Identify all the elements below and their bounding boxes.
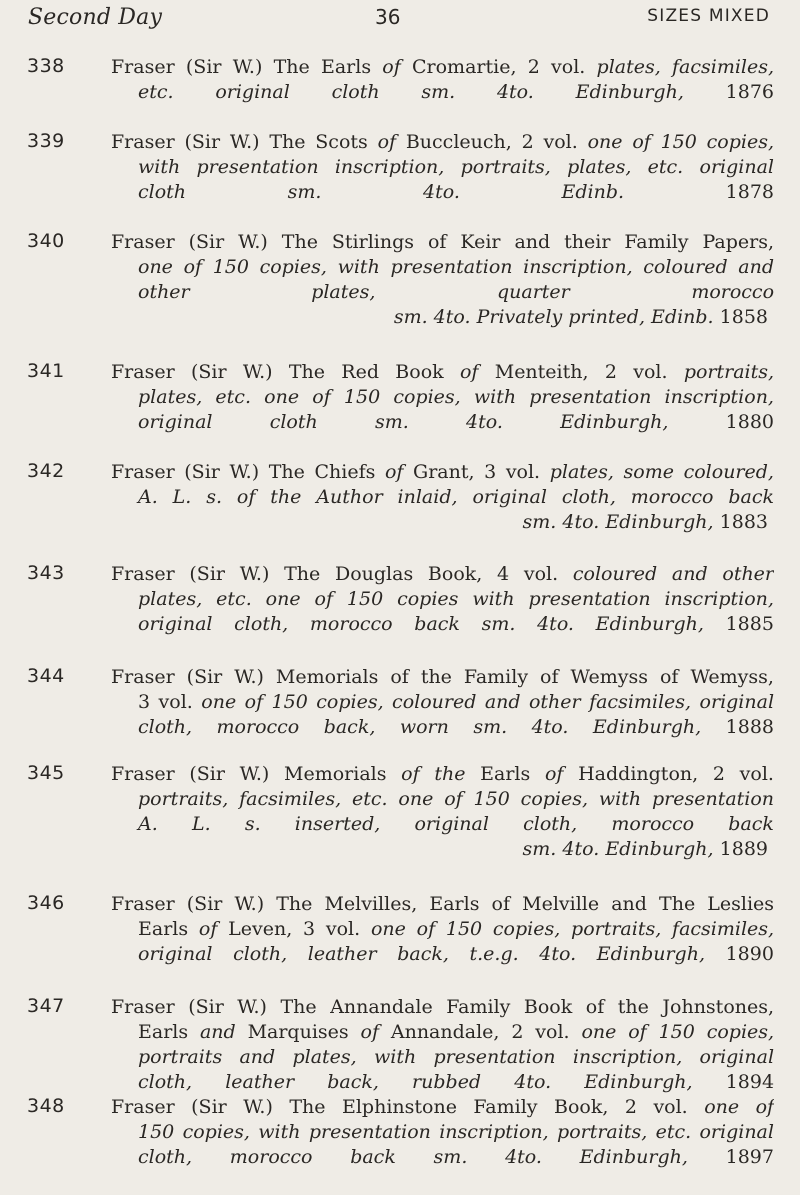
lot-description-line: Fraser (Sir W.) The Earls of Cromartie, 2 vol. plates, facsimiles,: [111, 56, 774, 78]
lot-description-line: portraits and plates, with presentation inscription, original: [138, 1046, 774, 1068]
lot-number: 338: [27, 55, 65, 77]
lot-description-line: cloth, leather back, rubbed 4to. Edinburgh, 1894: [138, 1071, 774, 1093]
lot-description-line: original cloth, morocco back sm. 4to. Edinburgh, 1885: [138, 613, 774, 635]
lot-description-line: 3 vol. one of 150 copies, coloured and other facsimiles, original: [138, 691, 774, 713]
lot-description: [111, 130, 774, 205]
lot-description-line: Fraser (Sir W.) The Stirlings of Keir and their Family Papers,: [111, 231, 774, 253]
lot-description: [111, 762, 774, 862]
page-header: [0, 0, 800, 40]
lot-description-line: sm. 4to. Edinburgh, 1889: [522, 838, 768, 860]
lot-description-line: plates, etc. one of 150 copies with presentation inscription,: [138, 588, 774, 610]
lot-description: [111, 995, 774, 1095]
lot-number: 345: [27, 762, 65, 784]
lot-description-line: Fraser (Sir W.) The Douglas Book, 4 vol. coloured and other: [111, 563, 774, 585]
lot-number: 341: [27, 360, 65, 382]
lot-description-line: Earls and Marquises of Annandale, 2 vol. one of 150 copies,: [138, 1021, 774, 1043]
lot-description-line: other plates, quarter morocco: [138, 281, 774, 303]
lot-description: [111, 55, 774, 105]
lot-number: 348: [27, 1095, 65, 1117]
lot-description-line: one of 150 copies, with presentation inscription, coloured and: [138, 256, 774, 278]
lot-description-line: Fraser (Sir W.) The Scots of Buccleuch, 2 vol. one of 150 copies,: [111, 131, 774, 153]
lot-description-line: A. L. s. of the Author inlaid, original cloth, morocco back: [138, 486, 774, 508]
lot-description-line: cloth sm. 4to. Edinb. 1878: [138, 181, 774, 203]
lot-description-line: Fraser (Sir W.) The Elphinstone Family Book, 2 vol. one of: [111, 1096, 774, 1118]
lot-description-line: original cloth, leather back, t.e.g. 4to. Edinburgh, 1890: [138, 943, 774, 965]
lot-description-line: Fraser (Sir W.) Memorials of the Family of Wemyss of Wemyss,: [111, 666, 774, 688]
lot-description-line: Fraser (Sir W.) The Annandale Family Book of the Johnstones,: [111, 996, 774, 1018]
lot-description-line: Fraser (Sir W.) Memorials of the Earls of Haddington, 2 vol.: [111, 763, 774, 785]
lot-description-line: sm. 4to. Privately printed, Edinb. 1858: [393, 306, 768, 328]
lot-description-line: Fraser (Sir W.) The Chiefs of Grant, 3 vol. plates, some coloured,: [111, 461, 774, 483]
lot-description: [111, 460, 774, 535]
lot-number: 344: [27, 665, 65, 687]
lot-description-line: A. L. s. inserted, original cloth, morocco back: [138, 813, 774, 835]
lot-description-line: plates, etc. one of 150 copies, with presentation inscription,: [138, 386, 774, 408]
lot-number: 346: [27, 892, 65, 914]
header-section-title: SIZES MIXED: [647, 6, 770, 26]
lot-number: 347: [27, 995, 65, 1017]
lot-description-line: etc. original cloth sm. 4to. Edinburgh, 1876: [138, 81, 774, 103]
lot-number: 342: [27, 460, 65, 482]
lot-number: 340: [27, 230, 65, 252]
lot-description-line: Fraser (Sir W.) The Red Book of Menteith, 2 vol. portraits,: [111, 361, 774, 383]
lot-description: [111, 1095, 774, 1170]
page-number: 36: [375, 5, 401, 29]
lot-number: 343: [27, 562, 65, 584]
header-day-title: Second Day: [28, 5, 163, 30]
lot-description: [111, 665, 774, 740]
lot-description-line: Fraser (Sir W.) The Melvilles, Earls of Melville and The Leslies: [111, 893, 774, 915]
lot-description: [111, 360, 774, 435]
lot-description-line: 150 copies, with presentation inscription, portraits, etc. original: [138, 1121, 774, 1143]
lot-number: 339: [27, 130, 65, 152]
lot-description: [111, 562, 774, 637]
lot-description-line: original cloth sm. 4to. Edinburgh, 1880: [138, 411, 774, 433]
lot-description: [111, 892, 774, 967]
lot-description-line: cloth, morocco back, worn sm. 4to. Edinburgh, 1888: [138, 716, 774, 738]
lot-description-line: sm. 4to. Edinburgh, 1883: [522, 511, 768, 533]
lot-description-line: portraits, facsimiles, etc. one of 150 copies, with presentation: [138, 788, 774, 810]
lot-description-line: with presentation inscription, portraits, plates, etc. original: [138, 156, 774, 178]
lot-description-line: Earls of Leven, 3 vol. one of 150 copies, portraits, facsimiles,: [138, 918, 774, 940]
lot-description-line: cloth, morocco back sm. 4to. Edinburgh, 1897: [138, 1146, 774, 1168]
lot-description: [111, 230, 774, 330]
